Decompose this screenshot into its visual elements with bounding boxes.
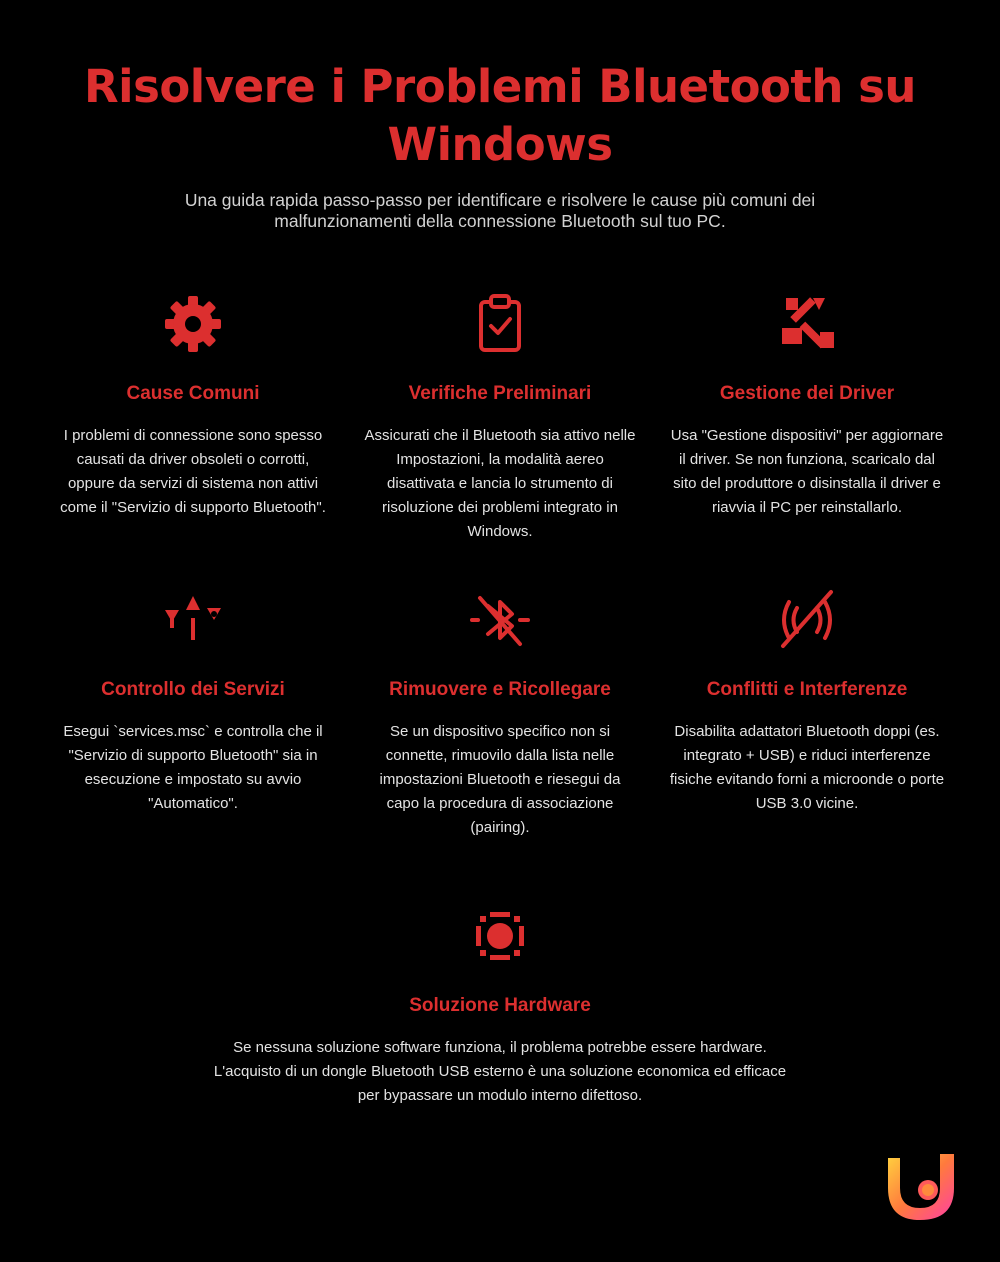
card-text: Se nessuna soluzione software funziona, il problema potrebbe essere hardware. L'acquisto di un dongle Bluetooth USB esterno è una soluzione economica ed efficace per bypassare un modulo interno difettoso. (213, 1039, 787, 1104)
card-conflitti-interferenze (669, 588, 945, 816)
brand-logo-icon (884, 1150, 958, 1224)
card-text: Assicurati che il Bluetooth sia attivo nelle Impostazioni, la modalità aereo disattivata e lancia lo strumento di risoluzione dei problemi integrato in Windows. (364, 427, 636, 540)
services-icon (161, 588, 225, 652)
clipboard-check-icon (468, 292, 532, 356)
tools-icon (775, 292, 839, 356)
card-gestione-driver (669, 292, 945, 520)
gear-icon (161, 292, 225, 356)
card-title: Cause Comuni (126, 383, 260, 404)
hardware-icon (468, 904, 532, 968)
card-cause-comuni (55, 292, 331, 520)
card-text: I problemi di connessione sono spesso causati da driver obsoleti o corrotti, oppure da servizi di sistema non attivi come il "Servizio di supporto Bluetooth". (60, 427, 326, 516)
card-controllo-servizi (55, 588, 331, 816)
card-soluzione-hardware (210, 904, 790, 1108)
signal-off-icon (775, 588, 839, 652)
card-verifiche-preliminari (362, 292, 638, 544)
card-title: Verifiche Preliminari (408, 383, 592, 404)
bluetooth-off-icon (468, 588, 532, 652)
card-text: Esegui `services.msc` e controlla che il "Servizio di supporto Bluetooth" sia in esecuzione e impostato su avvio "Automatico". (63, 723, 323, 812)
page-subtitle: Una guida rapida passo-passo per identificare e risolvere le cause più comuni dei malfunzionamenti della connessione Bluetooth sul tuo PC. (184, 190, 816, 231)
card-text: Usa "Gestione dispositivi" per aggiornare il driver. Se non funziona, scaricalo dal sito del produttore o disinstalla il driver e riavvia il PC per reinstallarlo. (670, 427, 944, 516)
card-text: Disabilita adattatori Bluetooth doppi (es. integrato + USB) e riduci interferenze fisiche evitando forni a microonde o porte USB 3.0 vicine. (669, 723, 945, 812)
card-title: Soluzione Hardware (409, 995, 591, 1016)
page-title: Risolvere i Problemi Bluetooth su Windows (84, 60, 916, 171)
card-text: Se un dispositivo specifico non si connette, rimuovilo dalla lista nelle impostazioni Bluetooth e riesegui da capo la procedura di associazione (pairing). (379, 723, 621, 836)
card-title: Gestione dei Driver (719, 383, 895, 404)
card-rimuovere-ricollegare (362, 588, 638, 840)
card-title: Conflitti e Interferenze (706, 679, 908, 700)
card-title: Controllo dei Servizi (101, 679, 285, 700)
card-title: Rimuovere e Ricollegare (389, 679, 611, 700)
